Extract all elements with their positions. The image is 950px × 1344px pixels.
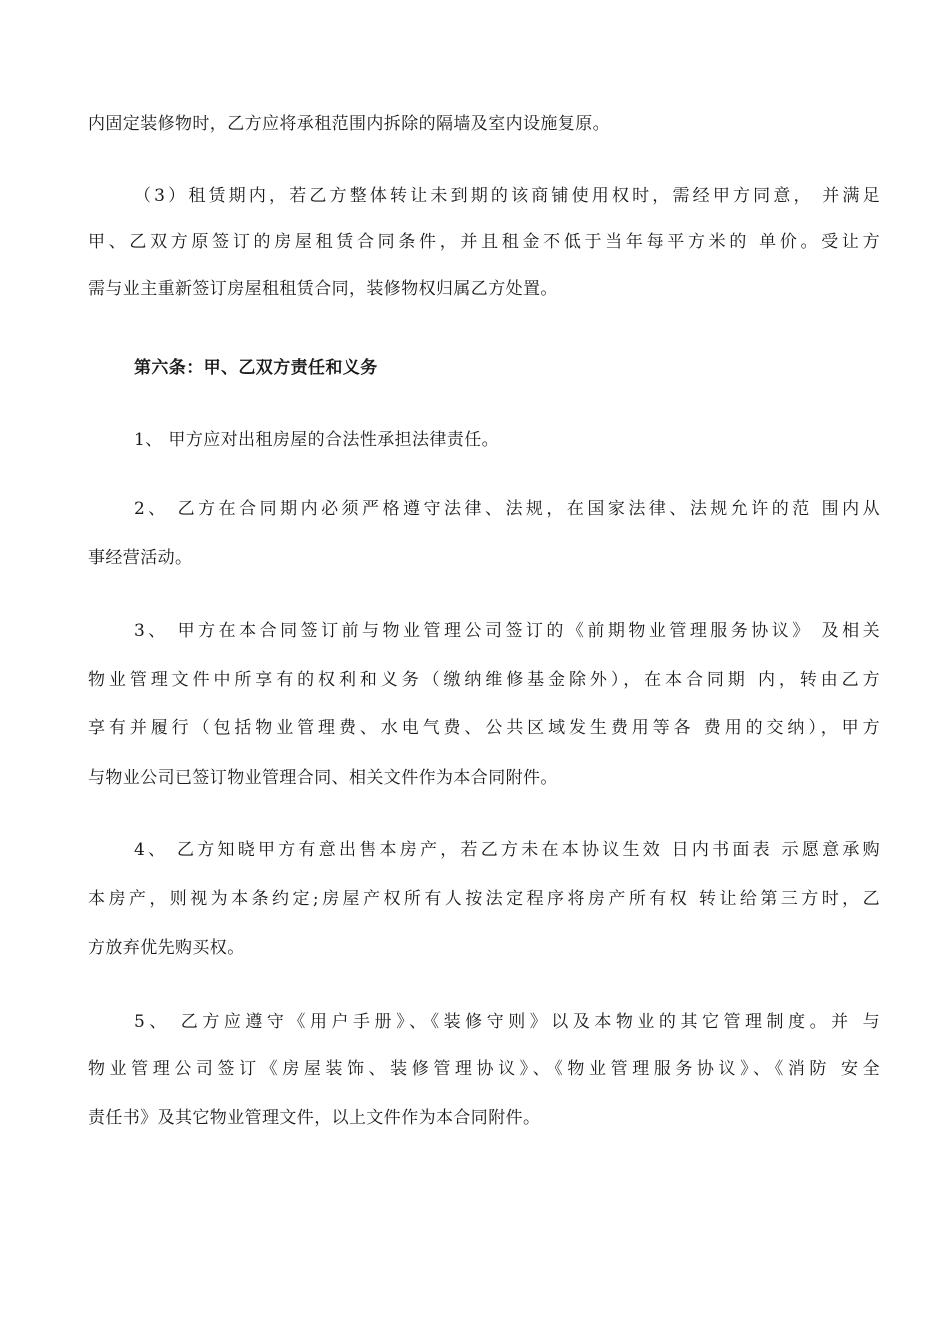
section-heading: 第六条：甲、乙双方责任和义务 [134, 358, 378, 378]
paragraph-line: （3）租赁期内，若乙方整体转让未到期的该商铺使用权时，需经甲方同意， 并满足 [134, 186, 880, 206]
clause-line: 物业管理公司签订《房屋装饰、装修管理协议》、《物业管理服务协议》、《消防 安全 [88, 1059, 880, 1079]
clause-line: 4、 乙方知晓甲方有意出售本房产，若乙方未在本协议生效 日内书面表 示愿意承购 [134, 840, 880, 860]
clause-line: 方放弃优先购买权。 [88, 938, 245, 958]
clause-line: 物业管理文件中所享有的权利和义务（缴纳维修基金除外），在本合同期 内，转由乙方 [88, 670, 880, 690]
clause-line: 1、 甲方应对出租房屋的合法性承担法律责任。 [134, 430, 500, 450]
paragraph-line: 内固定装修物时，乙方应将承租范围内拆除的隔墙及室内设施复原。 [88, 114, 610, 134]
paragraph-line: 需与业主重新签订房屋租租赁合同，装修物权归属乙方处置。 [88, 279, 558, 299]
clause-line: 享有并履行（包括物业管理费、水电气费、公共区域发生费用等各 费用的交纳），甲方 [88, 718, 880, 738]
clause-line: 与物业公司已签订物业管理合同、相关文件作为本合同附件。 [88, 768, 558, 788]
clause-line: 事经营活动。 [88, 548, 193, 568]
paragraph-line: 甲、乙双方原签订的房屋租赁合同条件，并且租金不低于当年每平方米的 单价。受让方 [88, 232, 880, 252]
clause-line: 5、 乙方应遵守《用户手册》、《装修守则》以及本物业的其它管理制度。并 与 [134, 1012, 880, 1032]
clause-line: 2、 乙方在合同期内必须严格遵守法律、法规，在国家法律、法规允许的范 围内从 [134, 499, 880, 519]
clause-line: 责任书》及其它物业管理文件，以上文件作为本合同附件。 [88, 1108, 541, 1128]
clause-line: 本房产，则视为本条约定;房屋产权所有人按法定程序将房产所有权 转让给第三方时，乙 [88, 889, 880, 909]
clause-line: 3、 甲方在本合同签订前与物业管理公司签订的《前期物业管理服务协议》 及相关 [134, 621, 880, 641]
